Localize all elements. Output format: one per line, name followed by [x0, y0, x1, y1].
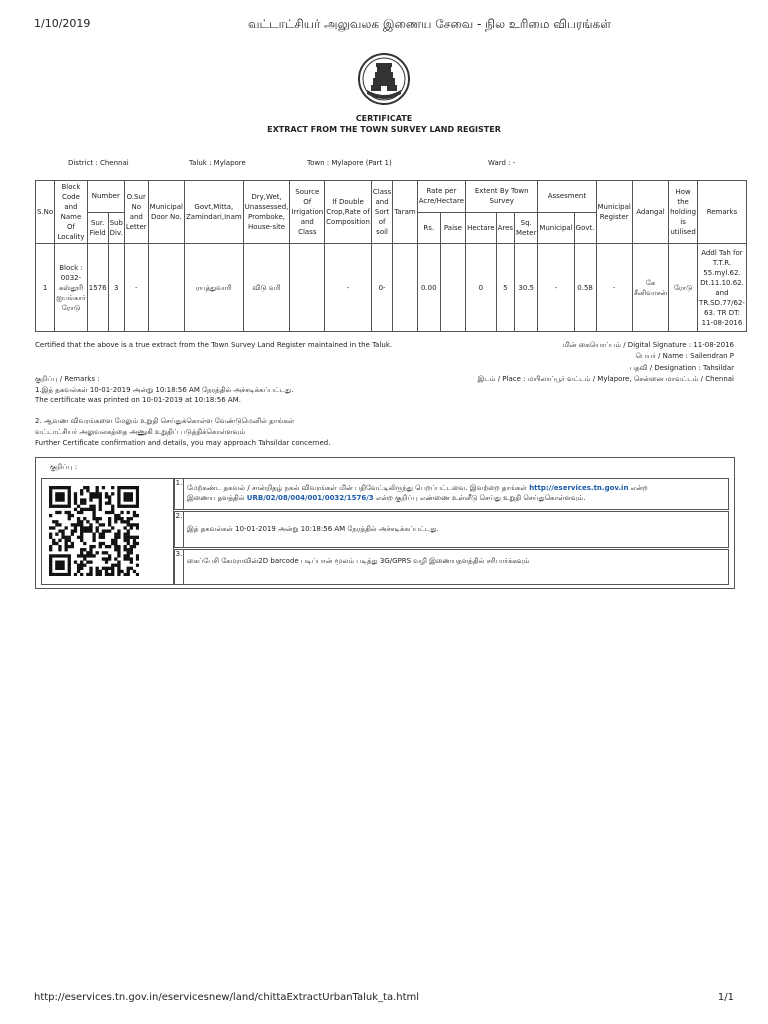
qr-code-icon — [49, 486, 139, 576]
header-taram: Taram — [393, 181, 417, 244]
note-1-part-b: என்ற — [630, 484, 648, 492]
remark2-tamil-line1: 2. ஆவண விவரங்களை மேலும் உறுதி செய்துக்கொள்ள வேண்டுமெனில் தாங்கள் — [35, 417, 295, 425]
header-extent: Extent By Town Survey — [466, 181, 538, 213]
header-dry-wet: Dry,Wet, Unassessed, Promboke, House-site — [243, 181, 290, 244]
footer-url: http://eservices.tn.gov.in/eservicesnew/land/chittaExtractUrbanTaluk_ta.html — [34, 992, 420, 1003]
note-2 — [174, 511, 729, 548]
cell-municipal: - — [538, 244, 574, 332]
header-class-sort: Class and Sort of soil — [371, 181, 392, 244]
cell-sq-meter: 30.5 — [515, 244, 538, 332]
cell-rs: 0.00 — [417, 244, 440, 332]
note-3-text: கைப்பேசி கேமராவின்2D barcode படிப்பான் மூலம் படித்து 3G/GPRS வழி இணையதளத்தில் சரிபார்க்கவும் — [187, 557, 530, 565]
page-number: 1/1 — [717, 992, 734, 1003]
page-title: வட்டாட்சியர் அலுவலக இணைய சேவை - நில உரிமை விபரங்கள் — [248, 17, 612, 31]
district-label: District : Chennai — [68, 159, 129, 167]
header-osur: O.Sur No and Letter — [124, 181, 148, 244]
certificate-heading — [0, 113, 768, 135]
header-govt-mitta: Govt,Mitta, Zamindari,Inam — [185, 181, 244, 244]
note-1-part-c: இணைய தளத்தில் — [187, 494, 245, 502]
header-hectare: Hectare — [466, 212, 496, 244]
cell-class-sort: 0- — [371, 244, 392, 332]
header-sq-meter: Sq. Meter — [515, 212, 538, 244]
cell-municipal-door — [148, 244, 184, 332]
header-sub-div: Sub Div. — [108, 212, 124, 244]
cell-sur-field: 1576 — [87, 244, 108, 332]
remarks-label: குறிப்பு / Remarks : — [35, 375, 100, 383]
designation: பதவி / Designation : Tahsildar — [629, 364, 734, 372]
table-row — [36, 244, 747, 332]
header-rate-per: Rate per Acre/Hectare — [417, 181, 465, 213]
note-1 — [174, 478, 729, 510]
header-assesment: Assesment — [538, 181, 596, 213]
eservices-link[interactable]: http://eservices.tn.gov.in — [529, 484, 629, 492]
cell-municipal-register: - — [596, 244, 632, 332]
cell-sub-div: 3 — [108, 244, 124, 332]
cell-source-irrigation — [290, 244, 325, 332]
cell-paise — [440, 244, 465, 332]
certified-statement: Certified that the above is a true extract from the Town Survey Land Register maintained in the Taluk. — [35, 341, 393, 349]
header-paise: Paise — [440, 212, 465, 244]
cell-adangal: கே சீனிவாசன் — [632, 244, 668, 332]
note-1-text — [187, 483, 648, 503]
cell-block: Block : 0032-கஸ்தூரி ஐயங்கார் ரோடு — [55, 244, 88, 332]
note-1-part-d: என்ற குறிப்பு எண்ணை உள்ளீடு செய்து உறுதி செய்துகொள்ளவும். — [375, 494, 586, 502]
cell-govt-mitta: ரயத்துவாரி — [185, 244, 244, 332]
header-ares: Ares — [496, 212, 514, 244]
header-block-code: Block Code and Name Of Locality — [55, 181, 88, 244]
cell-osur: - — [124, 244, 148, 332]
cell-holding: ரோடு — [669, 244, 698, 332]
signatory-name: பெயர் / Name : Sailendran P — [635, 352, 734, 360]
header-double-crop: If Double Crop,Rate of Composition — [325, 181, 372, 244]
notes-label: குறிப்பு : — [50, 463, 78, 471]
digital-signature: மின் கையொப்பம் / Digital Signature : 11-08-2016 — [562, 341, 734, 349]
header-municipal-door: Municipal Door No. — [148, 181, 184, 244]
cell-double-crop: - — [325, 244, 372, 332]
header-sur-field: Sur. Field — [87, 212, 108, 244]
remark1-tamil: 1.இத் தகவல்கள் 10-01-2019 அன்று 10:18:56 AM நேரத்தில் அச்சடிக்கப்பட்டது. — [35, 386, 294, 394]
cell-hectare: 0 — [466, 244, 496, 332]
note-2-text: இத் தகவல்கள் 10-01-2019 அன்று 10:18:56 AM நேரத்தில் அச்சடிக்கப்பட்டது. — [187, 525, 439, 533]
note-1-number: 1. — [175, 479, 184, 509]
qr-cell — [41, 478, 174, 585]
remark1-english: The certificate was printed on 10-01-2019 at 10:18:56 AM. — [35, 396, 241, 404]
note-3-number: 3. — [175, 550, 184, 584]
print-date: 1/10/2019 — [34, 17, 91, 30]
header-number: Number — [87, 181, 124, 213]
place: இடம் / Place : மயிலாப்பூர் வட்டம் / Mylapore, சென்னை மாவட்டம் / Chennai — [477, 375, 734, 383]
remark2-english: Further Certificate confirmation and details, you may approach Tahsildar concerned. — [35, 439, 331, 447]
tamilnadu-emblem-icon — [357, 52, 411, 106]
header-rs: Rs. — [417, 212, 440, 244]
note-3 — [174, 549, 729, 585]
cell-ares: 5 — [496, 244, 514, 332]
note-1-part-a: மேற்கண்ட தகவல் / சான்றிதழ் நகல் விவரங்கள் மின் பதிவேட்டிலிருந்து பெறப்பட்டவை. இவற்றை தாங்கள் — [187, 484, 527, 492]
header-remarks: Remarks — [698, 181, 747, 244]
notes-box — [35, 457, 735, 589]
reference-number: URB/02/08/004/001/0032/1576/3 — [246, 494, 374, 502]
cell-dry-wet: விடு வரி — [243, 244, 290, 332]
cell-remarks: Addl Tah for T.T.R. 55.myl.62. Dt.11.10.62. and TR.SD.77/62-63. TR DT: 11-08-2016 — [698, 244, 747, 332]
header-adangal: Adangal — [632, 181, 668, 244]
remark2-tamil-line2: வட்டாட்சியர் அலுவலகத்தை அணுகி உறுதிப் படுத்திக்கொள்ளவும் — [35, 428, 246, 436]
ward-label: Ward : - — [488, 159, 516, 167]
header-holding: How the holding is utilised — [669, 181, 698, 244]
header-govt: Govt. — [574, 212, 596, 244]
taluk-label: Taluk : Mylapore — [189, 159, 246, 167]
cell-sno: 1 — [36, 244, 55, 332]
header-sno: S.No — [36, 181, 55, 244]
cell-govt: 0.58 — [574, 244, 596, 332]
town-label: Town : Mylapore (Part 1) — [307, 159, 392, 167]
header-source-irrigation: Source Of Irrigation and Class — [290, 181, 325, 244]
note-2-number: 2. — [175, 512, 184, 547]
certificate-title: CERTIFICATE — [355, 114, 413, 123]
header-municipal: Municipal — [538, 212, 574, 244]
header-municipal-register: Municipal Register — [596, 181, 632, 244]
land-register-table — [35, 180, 747, 332]
cell-taram — [393, 244, 417, 332]
certificate-subtitle: EXTRACT FROM THE TOWN SURVEY LAND REGISTER — [267, 125, 501, 134]
